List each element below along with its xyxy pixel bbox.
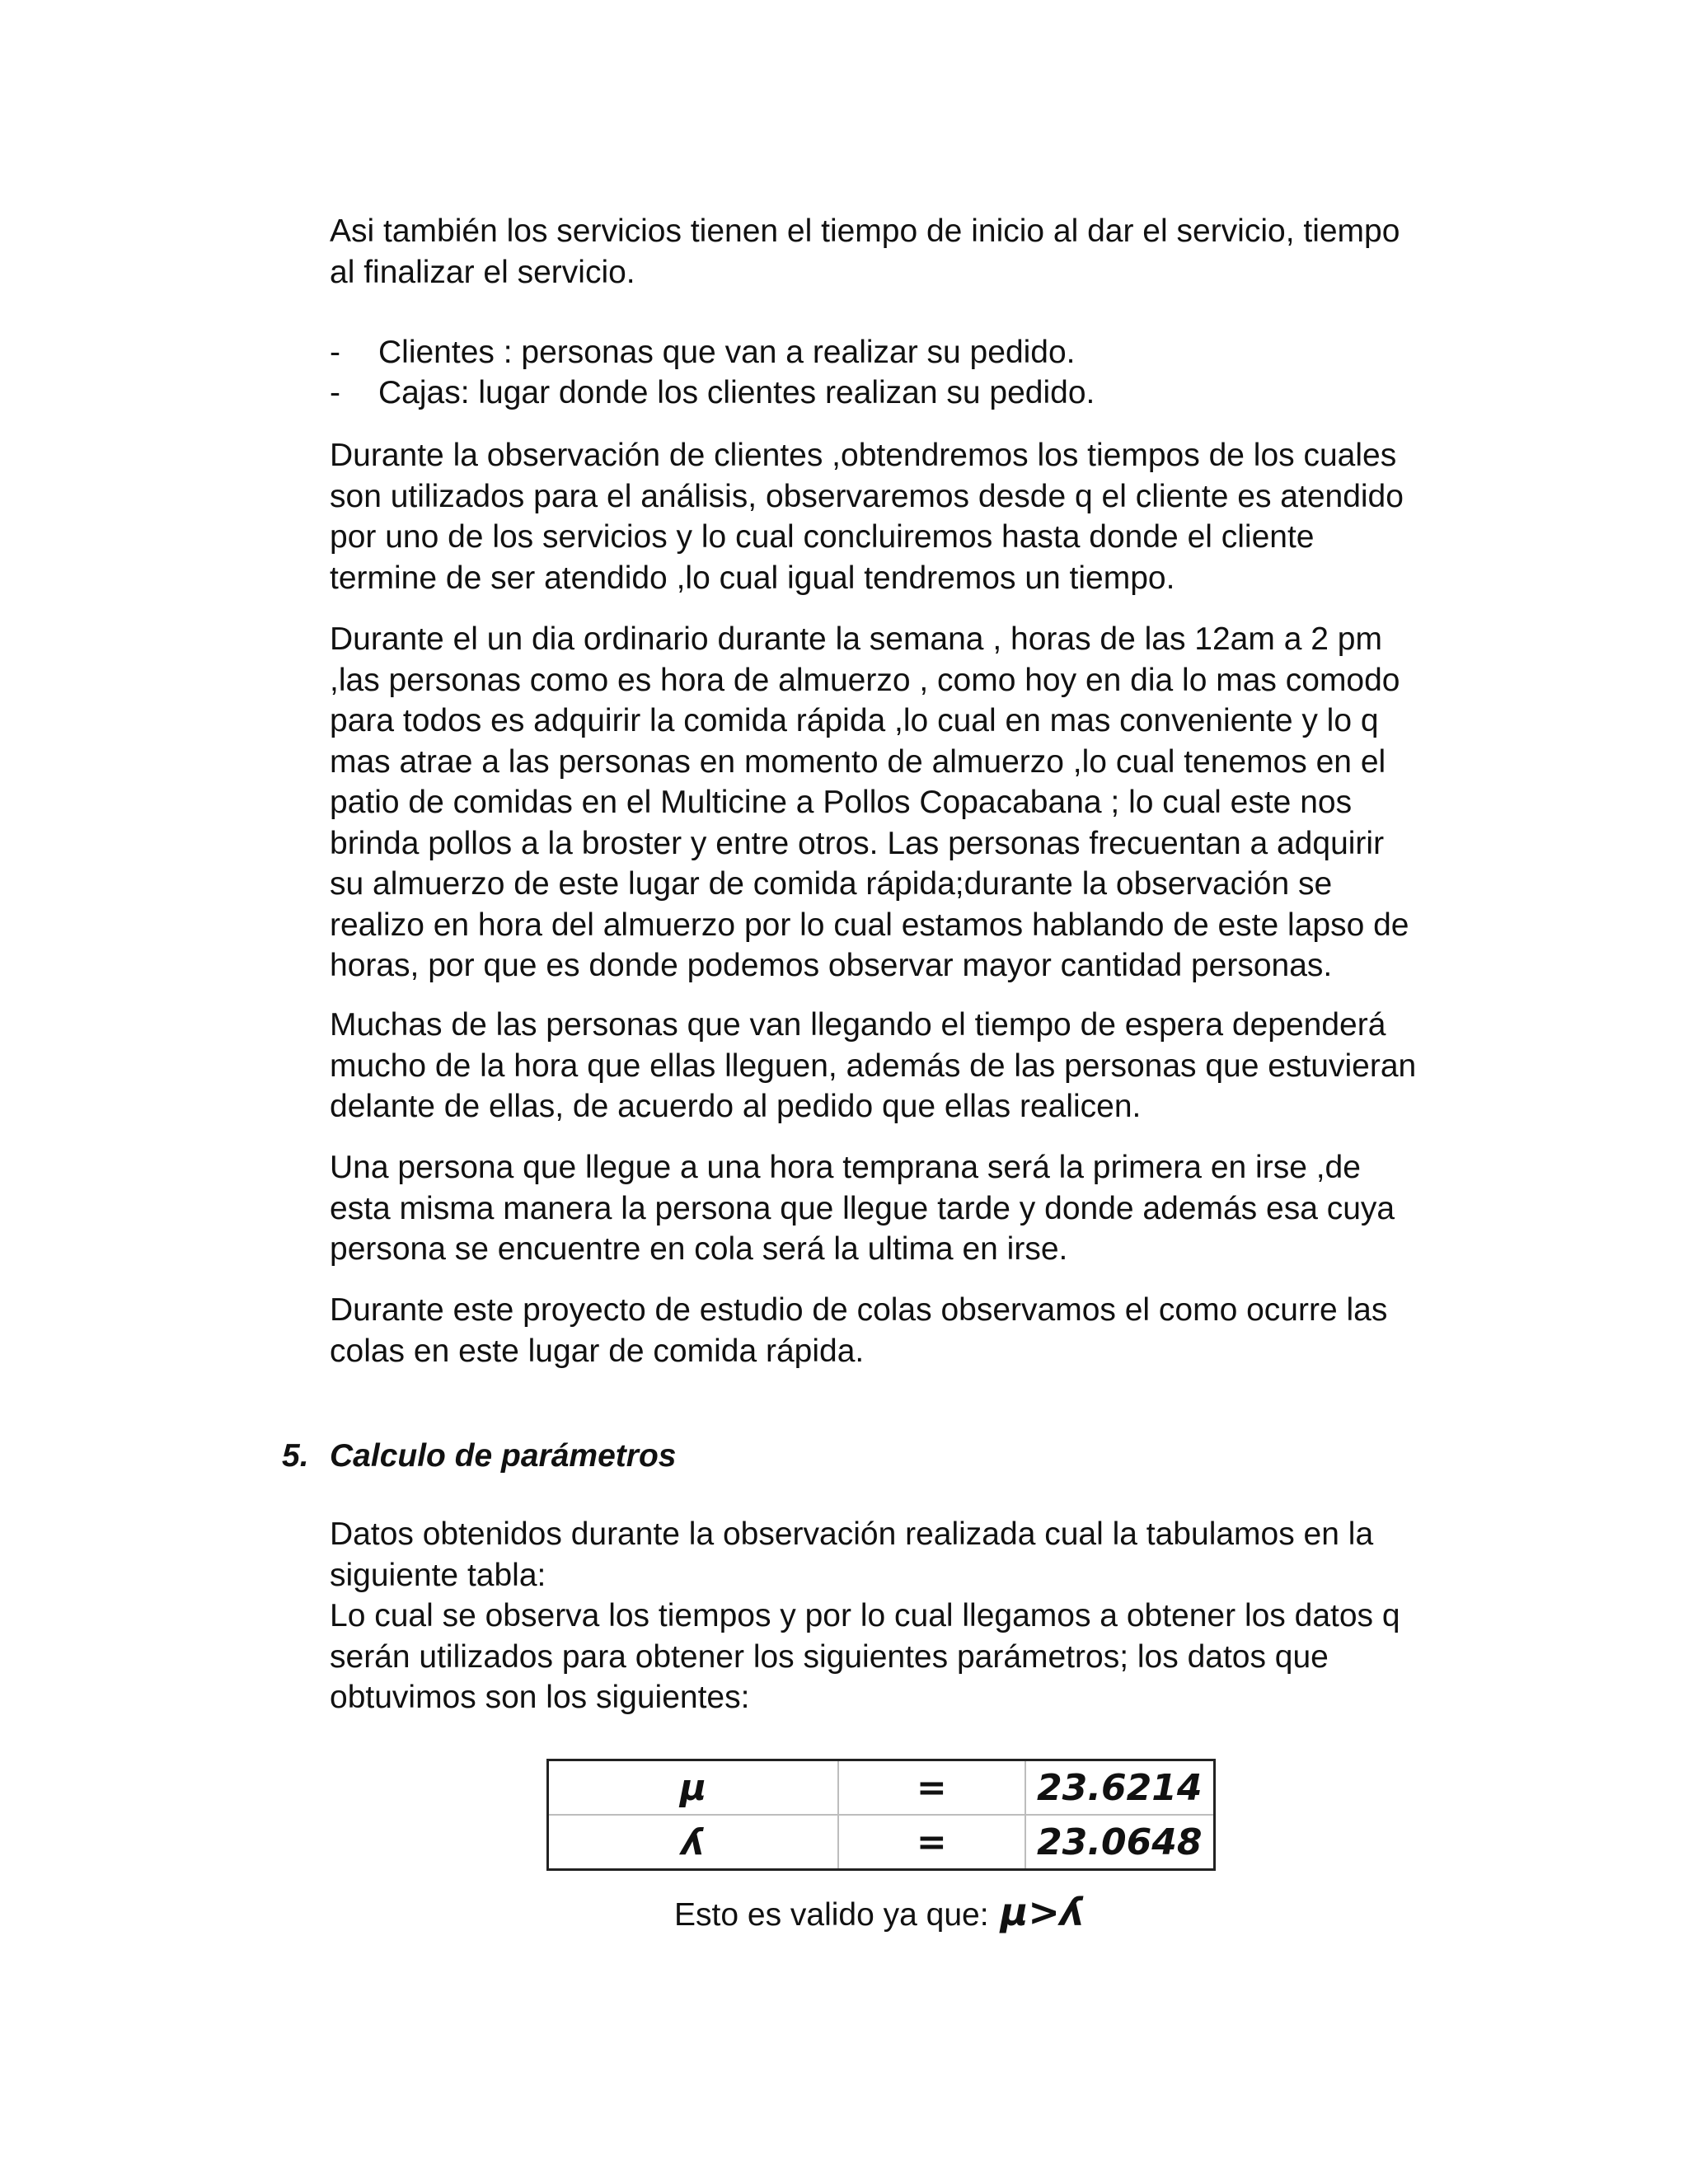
parameters-table	[546, 1759, 1216, 1871]
text-line: patio de comidas en el Multicine a Pollos Copacabana ; lo cual este nos	[330, 785, 1353, 820]
text-line: por uno de los servicios y lo cual concluiremos hasta donde el cliente	[330, 519, 1315, 555]
param-operator-cell: =	[838, 1760, 1025, 1816]
text-line: Asi también los servicios tienen el tiempo de inicio al dar el servicio, tiempo	[330, 213, 1400, 249]
param-symbol-cell: μ	[548, 1760, 839, 1816]
section-number: 5.	[282, 1438, 309, 1474]
bullet-marker: -	[330, 375, 340, 410]
bullet-marker: -	[330, 335, 340, 370]
text-line: serán utilizados para obtener los siguientes parámetros; los datos que	[330, 1638, 1329, 1675]
text-line: para todos es adquirir la comida rápida ,lo cual en mas conveniente y lo q	[330, 703, 1379, 738]
validity-expression: μ>ʎ	[1000, 1890, 1085, 1934]
text-line: delante de ellas, de acuerdo al pedido que ellas realicen.	[330, 1089, 1142, 1124]
text-line: son utilizados para el análisis, observaremos desde q el cliente es atendido	[330, 478, 1404, 514]
text-line: Datos obtenidos durante la observación realizada cual la tabulamos en la	[330, 1516, 1374, 1552]
text-line: persona se encuentre en cola será la ultima en irse.	[330, 1231, 1068, 1267]
paragraph-proyecto-colas	[330, 1290, 1451, 1371]
validity-label: Esto es valido ya que:	[674, 1897, 989, 1933]
param-symbol-cell: ʎ	[548, 1815, 839, 1870]
paragraph-dia-ordinario	[330, 619, 1451, 987]
section-title: Calculo de parámetros	[330, 1438, 677, 1474]
text-line: colas en este lugar de comida rápida.	[330, 1333, 865, 1369]
text-line: Lo cual se observa los tiempos y por lo cual llegamos a obtener los datos q	[330, 1598, 1400, 1633]
text-line: mas atrae a las personas en momento de almuerzo ,lo cual tenemos en el	[330, 743, 1386, 780]
text-line: termine de ser atendido ,lo cual igual tendremos un tiempo.	[330, 560, 1175, 596]
validity-statement	[674, 1892, 1085, 1936]
paragraph-observacion	[330, 435, 1451, 598]
intro-paragraph	[330, 211, 1451, 293]
text-line: siguiente tabla:	[330, 1557, 546, 1593]
text-line: Durante el un dia ordinario durante la semana , horas de las 12am a 2 pm	[330, 621, 1382, 657]
text-line: mucho de la hora que ellas lleguen, además de las personas que estuvieran	[330, 1047, 1417, 1084]
table-row-mu	[548, 1760, 1215, 1816]
paragraph-tiempo-espera	[330, 1005, 1451, 1127]
param-value-cell: 23.6214	[1025, 1760, 1215, 1816]
bullet-text: Cajas: lugar donde los clientes realizan su pedido.	[378, 375, 1095, 410]
text-line: esta misma manera la persona que llegue tarde y donde además esa cuya	[330, 1190, 1395, 1226]
table-row-lambda	[548, 1815, 1215, 1870]
text-line: horas, por que es donde podemos observar mayor cantidad personas.	[330, 948, 1333, 983]
text-line: realizo en hora del almuerzo por lo cual estamos hablando de este lapso de	[330, 907, 1409, 943]
param-value-cell: 23.0648	[1037, 1821, 1203, 1863]
text-line: Una persona que llegue a una hora temprana será la primera en irse ,de	[330, 1150, 1361, 1185]
text-line: obtuvimos son los siguientes:	[330, 1680, 750, 1715]
text-line: su almuerzo de este lugar de comida rápida;durante la observación se	[330, 866, 1333, 902]
text-line: Durante este proyecto de estudio de colas observamos el como ocurre las	[330, 1292, 1388, 1328]
text-line: Durante la observación de clientes ,obtendremos los tiempos de los cuales	[330, 438, 1397, 473]
bullet-text: Clientes : personas que van a realizar su pedido.	[378, 335, 1076, 370]
text-line: Muchas de las personas que van llegando el tiempo de espera dependerá	[330, 1007, 1386, 1043]
param-operator-cell: =	[838, 1815, 1025, 1870]
text-line: al finalizar el servicio.	[330, 254, 635, 290]
text-line: brinda pollos a la broster y entre otros. Las personas frecuentan a adquirir	[330, 825, 1385, 861]
text-line: ,las personas como es hora de almuerzo , como hoy en dia lo mas comodo	[330, 662, 1400, 698]
paragraph-datos-obtenidos	[330, 1514, 1451, 1718]
paragraph-orden-llegada	[330, 1147, 1451, 1270]
